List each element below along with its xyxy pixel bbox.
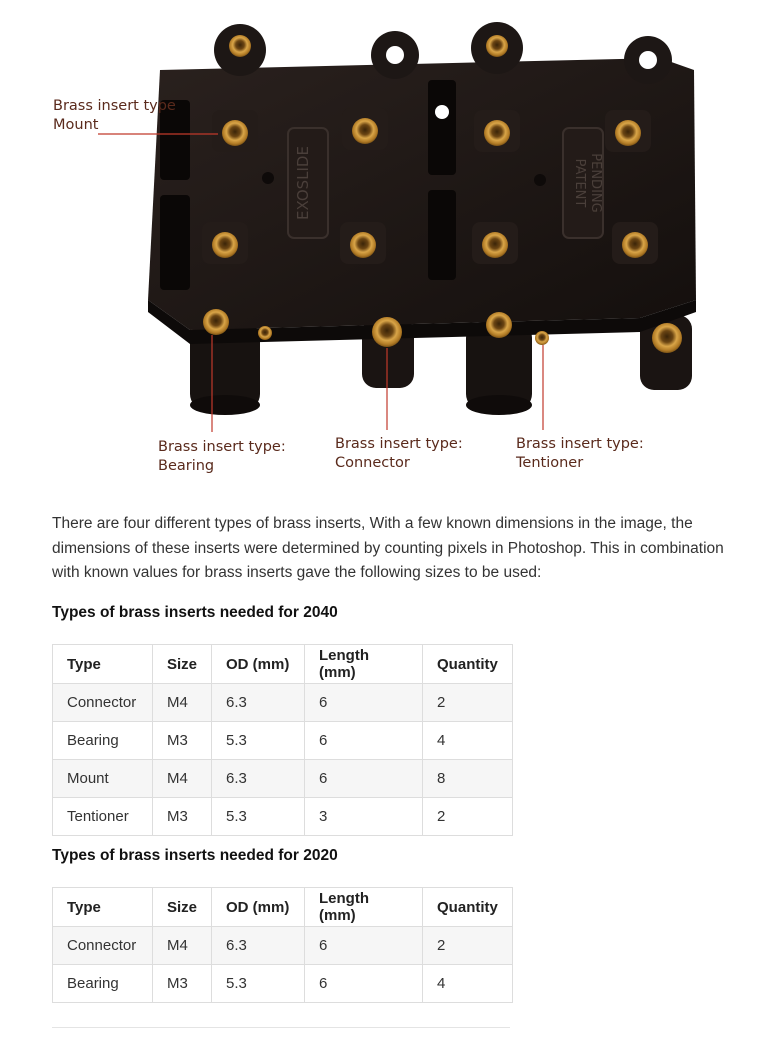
mount-insert (474, 110, 520, 152)
cell-quantity: 4 (423, 965, 513, 1003)
plate-label-patent: PATENT (572, 158, 587, 208)
mount-insert (340, 222, 386, 264)
plate-label-exoslide: EXOSLIDE (294, 146, 312, 220)
cell-quantity: 8 (423, 760, 513, 798)
col-header-size: Size (153, 645, 212, 684)
callout-connector-line2: Connector (335, 455, 410, 471)
cell-type: Mount (53, 760, 153, 798)
table-row (53, 965, 513, 1003)
connector-insert (652, 323, 682, 353)
cell-length: 6 (305, 965, 423, 1003)
mount-insert (202, 222, 248, 264)
col-header-quantity: Quantity (423, 645, 513, 684)
table-2040-title: Types of brass inserts needed for 2040 (52, 604, 338, 621)
callout-connector-line1: Brass insert type: (335, 436, 463, 452)
table-row (53, 722, 513, 760)
cell-type: Bearing (53, 722, 153, 760)
cell-size: M3 (153, 965, 212, 1003)
cell-od: 6.3 (212, 927, 305, 965)
table-2020 (52, 887, 513, 1003)
callout-mount-line1: Brass insert type (53, 98, 176, 114)
table-row (53, 760, 513, 798)
main-plate (148, 22, 696, 344)
mount-insert (342, 108, 388, 150)
table-row (53, 798, 513, 836)
cell-od: 5.3 (212, 722, 305, 760)
plate-label-pending: PENDING (588, 153, 603, 213)
cell-size: M3 (153, 798, 212, 836)
cell-size: M4 (153, 684, 212, 722)
callout-bearing-line2: Bearing (158, 458, 215, 474)
callout-mount (53, 97, 176, 135)
cell-quantity: 2 (423, 684, 513, 722)
col-header-length: Length (mm) (305, 645, 423, 684)
intro-paragraph: There are four different types of brass inserts, With a few known dimensions in the image, the dimensions of these inserts were determined by counting pixels in Photoshop. This in combination with known values for brass inserts gave the following sizes to be used: (52, 515, 724, 581)
cell-quantity: 2 (423, 798, 513, 836)
mount-insert (605, 110, 651, 152)
tentioner-insert (535, 331, 549, 345)
cell-length: 6 (305, 760, 423, 798)
table-row (53, 684, 513, 722)
cell-type: Tentioner (53, 798, 153, 836)
cell-od: 5.3 (212, 798, 305, 836)
callout-bearing (158, 438, 286, 476)
connector-insert (372, 317, 402, 347)
table-2040 (52, 644, 513, 836)
mount-insert (612, 222, 658, 264)
table-header-row (53, 888, 513, 927)
cell-quantity: 4 (423, 722, 513, 760)
bearing-insert (229, 35, 251, 57)
callout-tentioner-line2: Tentioner (516, 455, 584, 471)
callout-mount-line2: Mount (53, 117, 99, 133)
col-header-od: OD (mm) (212, 888, 305, 927)
cell-size: M4 (153, 927, 212, 965)
exoslide-product-photo (0, 0, 768, 500)
cell-length: 6 (305, 722, 423, 760)
mount-insert (212, 110, 258, 152)
exoslide-plate-illustration (0, 0, 768, 500)
callout-tentioner (516, 435, 644, 473)
table-2020-title: Types of brass inserts needed for 2020 (52, 847, 338, 864)
bearing-insert (486, 312, 512, 338)
col-header-type: Type (53, 645, 153, 684)
col-header-length: Length (mm) (305, 888, 423, 927)
table-row (53, 927, 513, 965)
callout-tentioner-line1: Brass insert type: (516, 436, 644, 452)
cell-length: 6 (305, 684, 423, 722)
col-header-size: Size (153, 888, 212, 927)
col-header-quantity: Quantity (423, 888, 513, 927)
bearing-insert (486, 35, 508, 57)
cell-quantity: 2 (423, 927, 513, 965)
mount-insert (472, 222, 518, 264)
cell-size: M4 (153, 760, 212, 798)
cell-size: M3 (153, 722, 212, 760)
col-header-od: OD (mm) (212, 645, 305, 684)
cell-type: Connector (53, 684, 153, 722)
cell-od: 6.3 (212, 760, 305, 798)
callout-connector (335, 435, 463, 473)
bearing-insert (203, 309, 229, 335)
divider (52, 1027, 510, 1028)
cell-type: Bearing (53, 965, 153, 1003)
tentioner-insert (258, 326, 272, 340)
cell-od: 6.3 (212, 684, 305, 722)
table-header-row (53, 645, 513, 684)
col-header-type: Type (53, 888, 153, 927)
cell-length: 6 (305, 927, 423, 965)
callout-bearing-line1: Brass insert type: (158, 439, 286, 455)
cell-type: Connector (53, 927, 153, 965)
cell-od: 5.3 (212, 965, 305, 1003)
cell-length: 3 (305, 798, 423, 836)
